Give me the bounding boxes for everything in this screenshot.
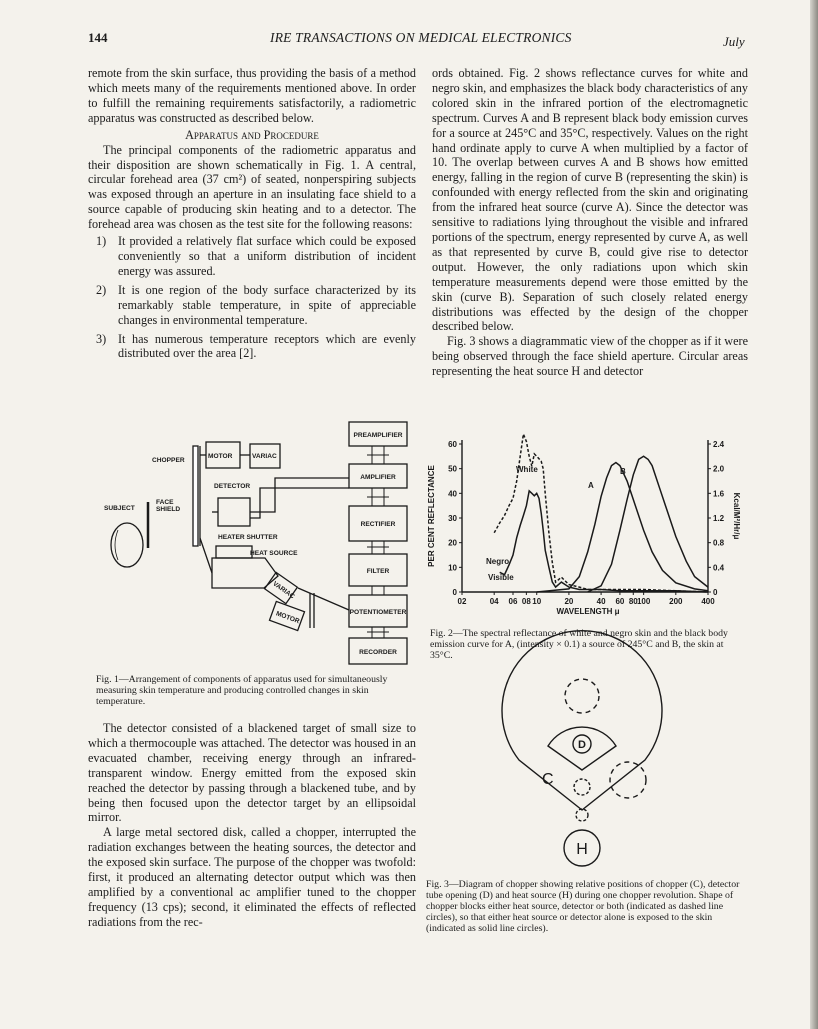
x-tick-label: 100 (636, 597, 651, 606)
y-tick-label-left: 0 (452, 588, 457, 597)
heater-shutter-label: HEATER SHUTTER (218, 534, 278, 541)
x-tick-label: 04 (489, 597, 499, 606)
journal-title: IRE TRANSACTIONS ON MEDICAL ELECTRONICS (270, 30, 572, 45)
series-line-b (588, 456, 708, 592)
recorder-label: RECORDER (359, 649, 397, 656)
x-tick-label: 400 (701, 597, 715, 606)
preamplifier-label: PREAMPLIFIER (353, 432, 403, 439)
figure-3-diagram (480, 680, 720, 876)
right-column-top (432, 66, 748, 379)
annotation-negro: Negro (486, 557, 510, 566)
left-paragraph-1: remote from the skin surface, thus providing the basis of a method which meets many of the requirements mentioned above. In order to fulfill the remaining requirements satisfactorily, a radiometric apparatus was constructed as described below. (88, 66, 416, 125)
annotation-white: White (516, 465, 538, 474)
face-shield-label-2: SHIELD (156, 506, 181, 513)
x-tick-label: 200 (669, 597, 683, 606)
y-tick-label-left: 60 (448, 440, 457, 449)
y-tick-label-right: 2.4 (713, 440, 725, 449)
x-tick-label: 20 (564, 597, 574, 606)
chopper-label: CHOPPER (152, 457, 185, 464)
figure-2-caption: Fig. 2—The spectral reflectance of white and negro skin and the black body emission curve for A, (intensity × 0.1) a source of 245°C and B, the skin at 35°C. (430, 628, 728, 661)
series-line-negro (500, 491, 708, 592)
left-column-bottom (88, 721, 416, 930)
section-heading: Apparatus and Procedure (185, 127, 319, 142)
y-axis-label-left: PER CENT REFLECTANCE (427, 465, 436, 567)
x-tick-label: 40 (596, 597, 606, 606)
y-axis-label-right: Kcal/M²/Hr/μ (732, 492, 741, 540)
subject-label: SUBJECT (104, 505, 135, 512)
x-tick-label: 06 (508, 597, 518, 606)
list-item: 3) It has numerous temperature receptors which are evenly distributed over the area [2]. (96, 331, 416, 361)
figure-1-diagram (100, 418, 440, 668)
x-tick-label: 10 (532, 597, 542, 606)
face-shield-label-1: FACE (156, 499, 174, 506)
annotation-visible: Visible (488, 573, 514, 582)
y-tick-label-right: 0.8 (713, 538, 725, 548)
x-axis-label: WAVELENGTH μ (556, 607, 620, 616)
detector-dashed-circle (565, 679, 599, 713)
detector-label: DETECTOR (214, 483, 251, 490)
annotation-b: B (620, 467, 626, 476)
list-item: 1) It provided a relatively flat surface which could be exposed conveniently so that a uniform distribution of incident energy was assured. (96, 234, 416, 278)
chopper-label: C (542, 771, 554, 788)
y-tick-label-right: 2.0 (713, 464, 725, 474)
page-edge-shadow (810, 0, 818, 1029)
small-dashed-circle (574, 779, 590, 795)
right-paragraph-2: Fig. 3 shows a diagrammatic view of the chopper as if it were being observed through the face shield aperture. Circular areas representing the heat source H and detector (432, 334, 748, 379)
left-paragraph-3: The detector consisted of a blackened target of small size to which a thermocouple was attached. The detector was housed in an evacuated chamber, receiving energy through an infrared-transparent window. Energy emitted from the exposed skin reached the detector by passing through a blackened tube, and by being then focused upon the detector target by an ellipsoidal mirror. (88, 721, 416, 825)
y-tick-label-right: 1.6 (713, 489, 725, 499)
y-tick-label-left: 20 (448, 538, 457, 548)
variac-label: VARIAC (252, 453, 277, 460)
y-tick-label-left: 30 (448, 514, 457, 523)
left-column-top (88, 66, 416, 365)
x-tick-label: 80 (628, 597, 638, 606)
amplifier-label: AMPLIFIER (360, 474, 396, 481)
potentiometer-label: POTENTIOMETER (349, 609, 407, 616)
right-paragraph-1: ords obtained. Fig. 2 shows reflectance curves for white and negro skin, and emphasizes the black body characteristics of any colored skin in the infrared portion of the electromagnetic spectrum. Curves A and B represent black body emission curves for a source at 245°C and 35°C, respectively. Values on the right hand ordinate apply to curve A when multiplied by a factor of 10. The overlap between curves A and B shows how emitted energy, falling in the region of curve B (representing the skin) is confounded with energy reflected from the skin and originating from the infrared heat source (curve A). Since the detector was sensitive to radiations lying throughout the visible and infrared portions of the spectrum, energy represented by curve A, as well as that represented by curve B, could give rise to detector output. However, the only radiations upon which skin temperature measurements depend were those emitted by the skin (curve B). Separation of such closely related energy distributions was effected by the design of the chopper described below. (432, 66, 748, 334)
heat-source-label: H (576, 841, 588, 858)
x-tick-label: 60 (615, 597, 625, 606)
list-item: 2) It is one region of the body surface characterized by its remarkably stable temperature, in spite of appreciable changes in environmental temperature. (96, 282, 416, 327)
x-tick-label: 08 (521, 597, 531, 606)
y-tick-label-right: 0.4 (713, 563, 725, 573)
motor-bottom-label: MOTOR (274, 610, 301, 626)
y-tick-label-left: 10 (448, 563, 457, 573)
series-line-a (537, 463, 708, 593)
reasons-list (88, 234, 416, 361)
y-tick-label-right: 0 (713, 588, 718, 597)
motor-label: MOTOR (208, 453, 233, 460)
variac-bottom-label: VARIAC (271, 580, 296, 601)
filter-label: FILTER (366, 568, 390, 575)
y-tick-label-left: 50 (448, 464, 457, 474)
series-line-white (494, 434, 708, 592)
figure-2-chart (428, 432, 748, 622)
annotation-a: A (588, 481, 594, 490)
left-paragraph-2: The principal components of the radiometric apparatus and their disposition are shown schematically in Fig. 1. A central, circular forehead area (37 cm²) of seated, nonperspiring subjects was exposed through an aperture in an insulating face shield to a source capable of producing skin heating and to a detector. The forehead area was chosen as the test site for the following reasons: (88, 142, 416, 232)
detector-label: D (578, 739, 586, 751)
figure-1-caption: Fig. 1—Arrangement of components of apparatus used for simultaneously measuring skin temperature and producing controlled changes in skin temperature. (96, 674, 388, 707)
figure-3-caption: Fig. 3—Diagram of chopper showing relative positions of chopper (C), detector tube opening (D) and heat source (H) during one chopper revolution. Shape of chopper blocks either heat source, detector or both (indicated as dashed line circles), so that either heat source or detector alone is exposed to the skin (indicated as solid line circles). (426, 879, 740, 934)
issue-month: July (723, 34, 745, 49)
rectifier-label: RECTIFIER (360, 521, 396, 528)
left-paragraph-4: A large metal sectored disk, called a chopper, interrupted the radiation exchanges between the heating sources, the detector and the exposed skin surface. The purpose of the chopper was twofold: first, it produced an alternating detector output which was then amplified by a conventional ac amplifier tuned to the chopper frequency (13 cps); second, it eliminated the effects of reflected radiations from the rec- (88, 825, 416, 929)
detector-dashed-circle (610, 762, 646, 798)
heat-source-label: HEAT SOURCE (250, 550, 298, 557)
y-tick-label-left: 40 (448, 489, 457, 499)
y-tick-label-right: 1.2 (713, 514, 725, 523)
page-number: 144 (88, 30, 108, 45)
x-tick-label: 02 (457, 597, 467, 606)
